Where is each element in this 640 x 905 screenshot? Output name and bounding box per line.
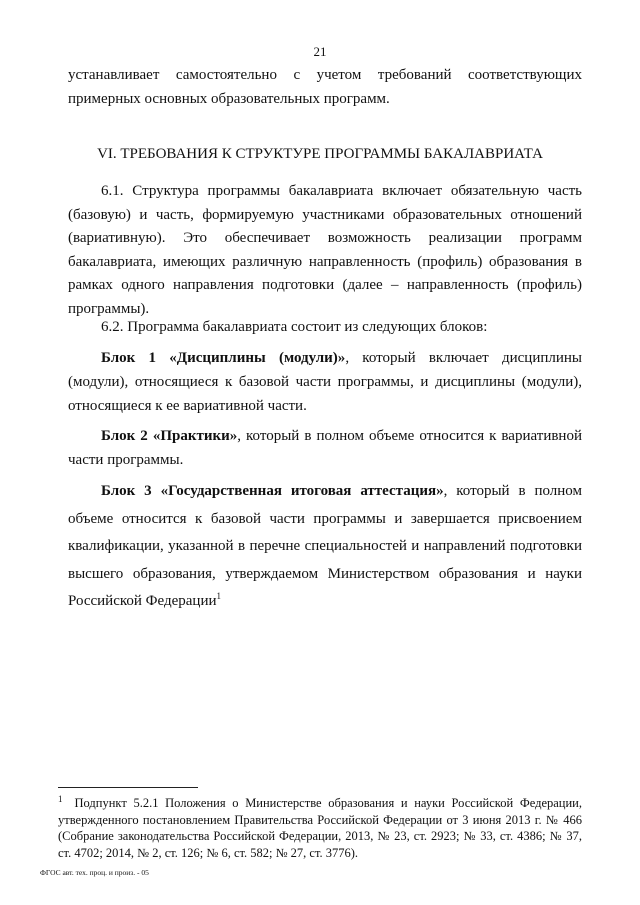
block-1-paragraph [68,346,582,418]
intro-text: устанавливает самостоятельно с учетом требований соответствующих примерных основных образовательных программ. [68,67,582,107]
paragraph-6-2 [68,316,582,340]
block-3-title-prefix: Блок 3 [101,483,161,499]
footnote-text: Подпункт 5.2.1 Положения о Министерстве образования и науки Российской Федерации, утвержденного постановлением Правительства Российской Федерации от 3 июня 2013 г. № 466 (Собрание законодательства Российской Федерации, 2013, № 23, ст. 2923; № 33, ст. 4386; № 37, ст. 4702; 2014, № 2, ст. 126; № 6, ст. 582; № 27, ст. 3776). [58,796,582,860]
page-number: 21 [313,44,327,59]
section-heading: VI. ТРЕБОВАНИЯ К СТРУКТУРЕ ПРОГРАММЫ БАКАЛАВРИАТА [97,146,543,162]
intro-paragraph [68,64,582,111]
paragraph-6-1 [68,180,582,321]
block-2-text: , который в полном объеме относится к вариативной части программы. [68,428,582,468]
paragraph-6-2-text: 6.2. Программа бакалавриата состоит из следующих блоков: [101,319,488,335]
document-footer: ФГОС авт. тех. проц. и произ. - 05 [40,868,149,877]
footnote [58,795,582,861]
block-3-text: , который в полном объеме относится к базовой части программы и завершается присвоением квалификации, указанной в перечне специальностей и направлений подготовки высшего образования, утверждаемом Министерством образования и науки Российской Федерации [68,483,582,609]
block-2-paragraph [68,424,582,472]
footnote-divider [58,787,198,788]
block-2-title: Блок 2 «Практики» [101,428,238,444]
block-1-title: Блок 1 «Дисциплины (модули)» [101,350,346,366]
paragraph-6-1-text: 6.1. Структура программы бакалавриата включает обязательную часть (базовую) и часть, формируемую участниками образовательных отношений (вариативную). Это обеспечивает возможность реализации программ бакалавриата, имеющих различную направленность (профиль) образования в рамках одного направления подготовки (далее – направленность (профиль) программы). [68,183,582,317]
footnote-reference[interactable]: 1 [216,591,222,601]
block-3-paragraph [68,478,582,616]
block-1-text: , который включает дисциплины (модули), относящиеся к базовой части программы, и дисциплины (модули), относящиеся к ее вариативной части. [68,350,582,414]
footnote-mark: 1 [58,793,63,804]
block-3-title: «Государственная итоговая аттестация» [160,483,444,499]
